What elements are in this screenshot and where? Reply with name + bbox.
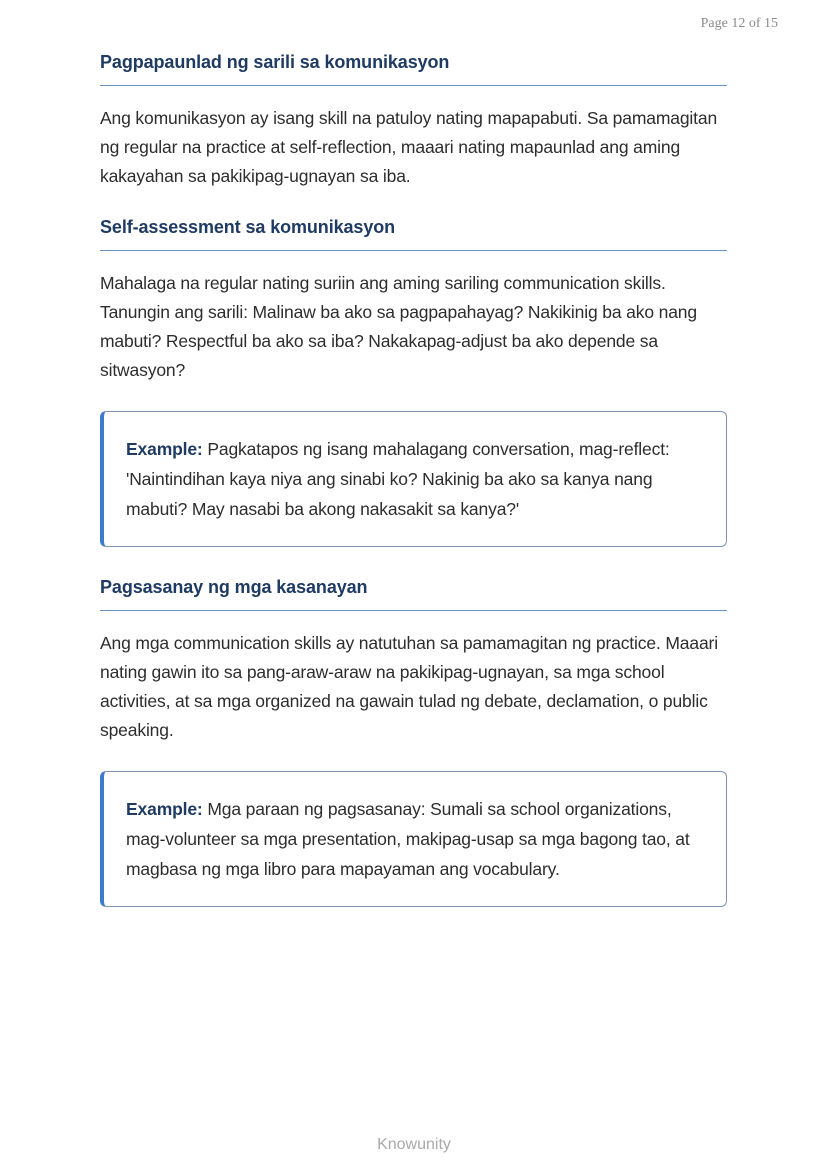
example-text: Pagkatapos ng isang mahalagang conversation, mag-reflect: 'Naintindihan kaya niya ang sinabi ko? Nakinig ba ako sa kanya nang mabuti? May nasabi ba akong nakasakit sa kanya?' <box>126 439 670 519</box>
section-self-assessment <box>100 217 727 547</box>
section-heading: Pagpapaunlad ng sarili sa komunikasyon <box>100 52 727 86</box>
page-indicator: Page 12 of 15 <box>700 16 778 31</box>
example-label: Example: <box>126 439 203 459</box>
example-callout <box>100 771 727 907</box>
section-self-improvement <box>100 52 727 191</box>
section-paragraph: Ang komunikasyon ay isang skill na patuloy nating mapapabuti. Sa pamamagitan ng regular na practice at self-reflection, maaari nating mapaunlad ang aming kakayahan sa pakikipag-ugnayan sa iba. <box>100 108 718 186</box>
section-heading: Self-assessment sa komunikasyon <box>100 217 727 251</box>
example-callout <box>100 411 727 547</box>
section-skill-practice <box>100 577 727 907</box>
example-text: Mga paraan ng pagsasanay: Sumali sa school organizations, mag-volunteer sa mga presentation, makipag-usap sa mga bagong tao, at magbasa ng mga libro para mapayaman ang vocabulary. <box>126 799 690 879</box>
section-heading: Pagsasanay ng mga kasanayan <box>100 577 727 611</box>
document-content <box>100 52 727 907</box>
footer-brand: Knowunity <box>377 1136 451 1153</box>
section-paragraph: Mahalaga na regular nating suriin ang aming sariling communication skills. Tanungin ang sarili: Malinaw ba ako sa pagpapahayag? Nakikinig ba ako nang mabuti? Respectful ba ako sa iba? Nakakapag-adjust ba ako depende sa sitwasyon? <box>100 273 697 380</box>
section-paragraph: Ang mga communication skills ay natutuhan sa pamamagitan ng practice. Maaari nating gawin ito sa pang-araw-araw na pakikipag-ugnayan, sa mga school activities, at sa mga organized na gawain tulad ng debate, declamation, o public speaking. <box>100 633 718 740</box>
example-label: Example: <box>126 799 203 819</box>
